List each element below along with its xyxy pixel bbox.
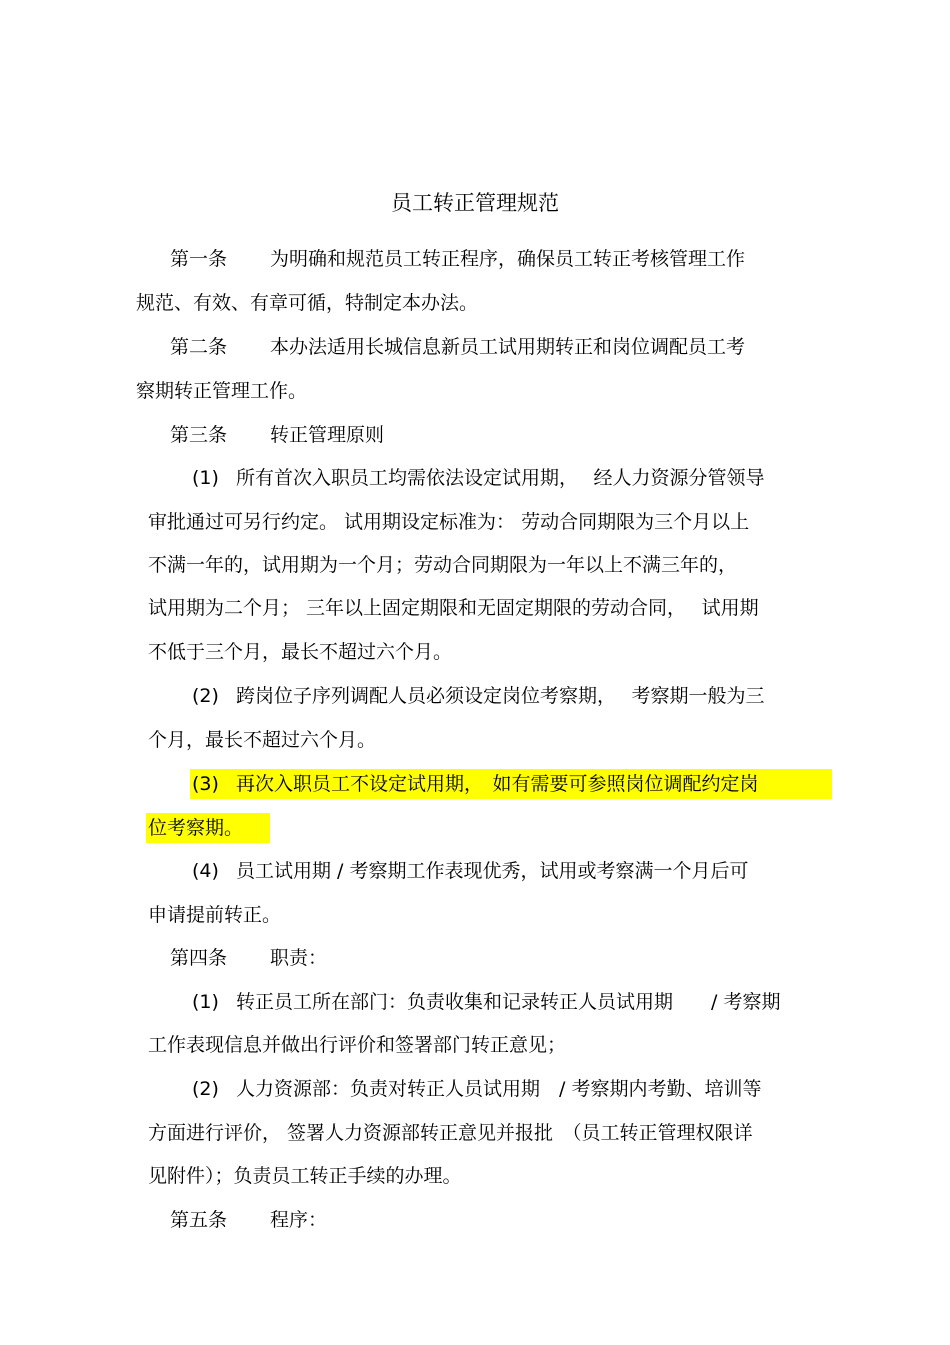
article-3-item-4-text-1: 员工试用期 / 考察期工作表现优秀，试用或考察满一个月后可 [236, 860, 749, 882]
article-3-item-3-line-1 [192, 770, 759, 798]
article-4-item-2-line-2: 方面进行评价， 签署人力资源部转正意见并报批 （员工转正管理权限详 [148, 1122, 753, 1144]
article-5-text: 程序： [270, 1209, 328, 1231]
article-4-heading [170, 944, 327, 972]
article-3-item-3-number: (3) [192, 773, 219, 795]
article-1-text-1: 为明确和规范员工转正程序，确保员工转正考核管理工作 [270, 248, 746, 270]
article-3-item-4-line-2: 申请提前转正。 [148, 904, 282, 926]
document-title: 员工转正管理规范 [391, 191, 559, 215]
article-3-item-1-line-2: 审批通过可另行约定。 试用期设定标准为： 劳动合同期限为三个月以上 [148, 511, 750, 533]
article-3-item-2-line-2: 个月，最长不超过六个月。 [148, 729, 377, 751]
article-3-label: 第三条 [170, 424, 228, 446]
article-3-item-4-number: (4) [192, 860, 219, 882]
article-4-label: 第四条 [170, 947, 228, 969]
article-4-item-1-line-2: 工作表现信息并做出行评价和签署部门转正意见； [148, 1034, 567, 1056]
article-3-heading [170, 421, 384, 449]
article-2-line-2: 察期转正管理工作。 [136, 380, 308, 402]
article-3-item-2-text-1: 跨岗位子序列调配人员必须设定岗位考察期， 考察期一般为三 [236, 685, 765, 707]
article-2-text-1: 本办法适用长城信息新员工试用期转正和岗位调配员工考 [270, 336, 746, 358]
article-3-item-1-line-5: 不低于三个月，最长不超过六个月。 [148, 641, 453, 663]
article-3-item-1-number: (1) [192, 467, 219, 489]
article-3-item-2-number: (2) [192, 685, 219, 707]
article-5-heading [170, 1206, 327, 1234]
article-3-text: 转正管理原则 [270, 424, 385, 446]
article-4-item-2-number: (2) [192, 1078, 219, 1100]
article-4-item-1-number: (1) [192, 991, 219, 1013]
article-3-item-1-text-1: 所有首次入职员工均需依法设定试用期， 经人力资源分管领导 [236, 467, 765, 489]
article-3-item-4-line-1 [192, 857, 748, 885]
article-4-item-2-line-1 [192, 1075, 761, 1103]
article-4-item-1-text-1: 转正员工所在部门：负责收集和记录转正人员试用期 / 考察期 [236, 991, 781, 1013]
article-3-item-1-line-3: 不满一年的，试用期为一个月；劳动合同期限为一年以上不满三年的， [148, 554, 738, 576]
article-4-item-1-line-1 [192, 988, 780, 1016]
article-4-text: 职责： [270, 947, 328, 969]
article-3-item-1-line-1 [192, 464, 765, 492]
article-3-item-2-line-1 [192, 682, 765, 710]
article-3-item-3-line-2: 位考察期。 [148, 817, 244, 839]
article-1-label: 第一条 [170, 248, 228, 270]
article-2-label: 第二条 [170, 336, 228, 358]
article-1-line-2: 规范、有效、有章可循，特制定本办法。 [136, 292, 479, 314]
article-3-item-3-text-1: 再次入职员工不设定试用期， 如有需要可参照岗位调配约定岗 [236, 773, 759, 795]
article-3-item-1-line-4: 试用期为二个月； 三年以上固定期限和无固定期限的劳动合同， 试用期 [148, 597, 759, 619]
article-4-item-2-text-1: 人力资源部：负责对转正人员试用期 / 考察期内考勤、培训等 [236, 1078, 762, 1100]
article-2-line-1 [170, 333, 745, 361]
article-5-label: 第五条 [170, 1209, 228, 1231]
article-1-line-1 [170, 245, 745, 273]
article-4-item-2-line-3: 见附件）；负责员工转正手续的办理。 [148, 1165, 462, 1187]
